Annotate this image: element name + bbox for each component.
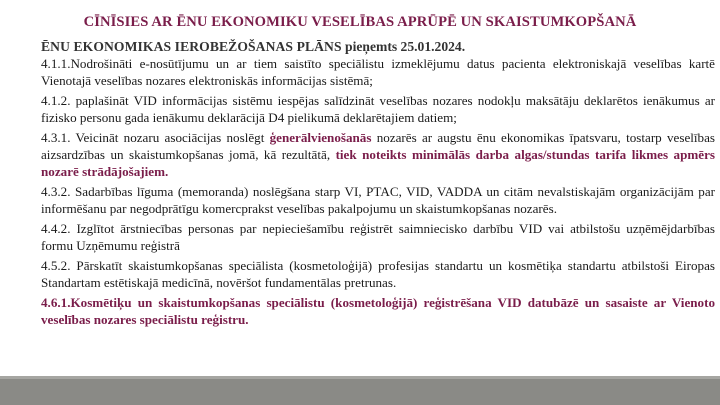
clause-4-5-2: 4.5.2. Pārskatīt skaistumkopšanas speciālista (kosmetoloģijā) profesijas standartu un kosmētiķa standartu atbilstoši Eiropas Standartam estētiskajā medicīnā, novēršot fundamentālas pretrunas. — [41, 257, 715, 291]
clause-4-1-2: 4.1.2. paplašināt VID informācijas sistēmu iespējas salīdzināt veselības nozares nodokļu maksātāju deklarētos ienākumus ar fizisko personu gada ienākumu deklarācijā D4 pielikumā deklarētajiem datiem; — [41, 93, 715, 126]
slide-content — [41, 38, 715, 331]
plan-date: pieņemts 25.01.2024. — [341, 39, 466, 54]
clause-text: nozarēs ar augstu ēnu ekonomikas īpatsvaru, tostarp veselības aizsardzības un skaistumkopšanas jomā, kā rezultātā, — [41, 130, 715, 163]
slide-title: CĪNĪSIES AR ĒNU EKONOMIKU VESELĪBAS APRŪPĒ UN SKAISTUMKOPŠANĀ — [83, 14, 637, 30]
clause-4-4-2: 4.4.2. Izglītot ārstniecības personas par nepieciešamību reģistrēt saimniecisko darbību VID vai atbilstošu uzņēmējdarbības formu Uzņēmumu reģistrā — [41, 221, 715, 254]
clause-4-3-2: 4.3.2. Sadarbības līguma (memoranda) noslēgšana starp VI, PTAC, VID, VADDA un citām nevalstiskajām organizācijām par informēšanu par negodprātīgu komercprakst veselības pakalpojumu un skaistumkopšanas nozarēs. — [41, 184, 715, 217]
highlight-result: tiek noteikts minimālās darba algas/stundas tarifa likmes apmērs nozarē strādājošajiem. — [41, 147, 715, 180]
bottom-band — [0, 376, 720, 405]
clause-4-3-1 — [41, 129, 715, 181]
plan-subtitle — [41, 38, 715, 55]
clause-4-6-1: 4.6.1.Kosmētiķu un skaistumkopšanas speciālistu (kosmetoloģijā) reģistrēšana VID datubāzē un sasaiste ar Vienoto veselības nozares speciālistu reģistru. — [41, 294, 715, 328]
highlight-term: ģenerālvienošanās — [269, 130, 372, 146]
clause-4-1-1: 4.1.1.Nodrošināti e-nosūtījumu un ar tiem saistīto speciālistu izmeklējumu datus pacienta elektroniskajā veselības kartē Vienotajā veselības nozares elektroniskās informācijas sistēmā; — [41, 56, 715, 89]
clause-text: 4.3.1. Veicināt nozaru asociācijas noslēgt — [41, 130, 270, 146]
plan-name: ĒNU EKONOMIKAS IEROBEŽOŠANAS PLĀNS — [41, 39, 342, 54]
